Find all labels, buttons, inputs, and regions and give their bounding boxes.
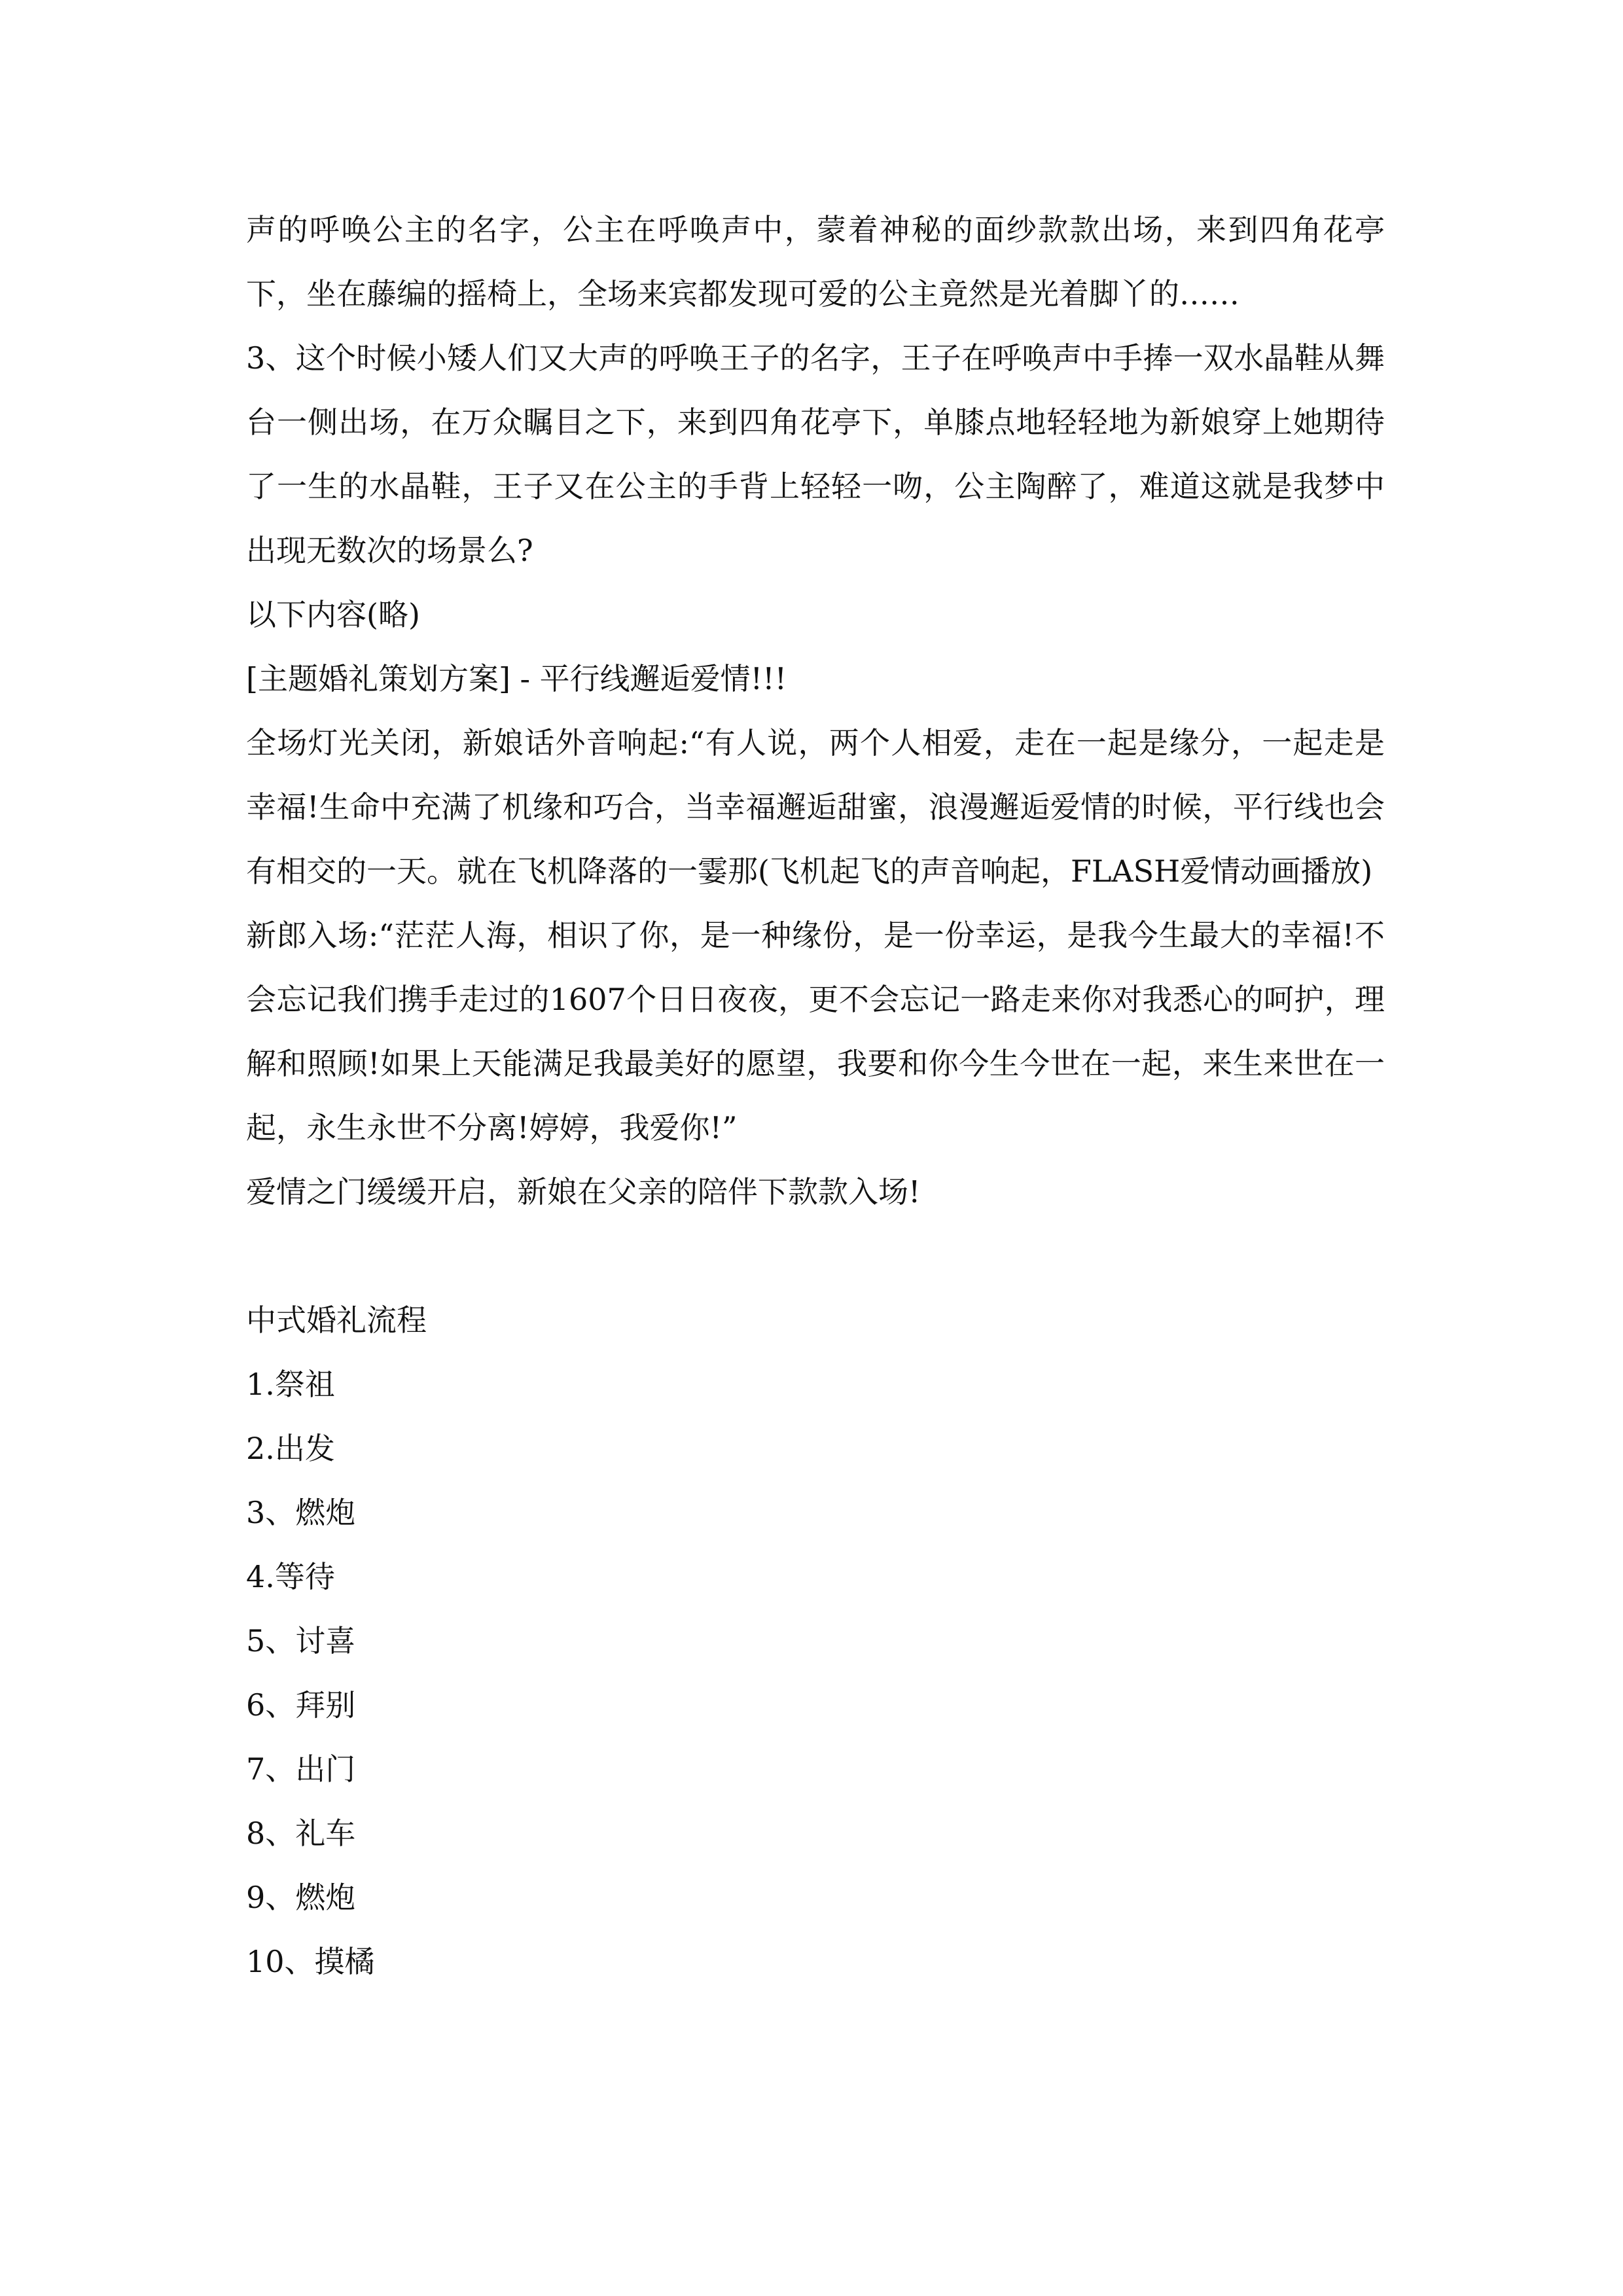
paragraph-omitted-note: 以下内容(略) [246, 597, 420, 632]
document-body [246, 198, 1385, 1994]
list-item: 5、讨喜 [246, 1623, 356, 1659]
list-item: 6、拜别 [246, 1687, 356, 1723]
paragraph-groom-entrance: 新郎入场:“茫茫人海，相识了你，是一种缘份，是一份幸运，是我今生最大的幸福!不会忘记我们携手走过的1607个日日夜夜，更不会忘记一路走来你对我悉心的呵护，理解和照顾!如果上天能满足我最美好的愿望，我要和你今生今世在一起，来生来世在一起，永生永世不分离!婷婷，我爱你!” [246, 918, 1385, 1145]
list-item: 10、摸橘 [246, 1944, 375, 1979]
list-item: 3、燃炮 [246, 1495, 356, 1530]
list-item: 7、出门 [246, 1751, 356, 1787]
paragraph-theme-heading: [主题婚礼策划方案] - 平行线邂逅爱情!!! [246, 661, 787, 696]
list-item: 2.出发 [246, 1431, 335, 1466]
paragraph-door-opens: 爱情之门缓缓开启，新娘在父亲的陪伴下款款入场! [246, 1174, 921, 1210]
paragraph-princess-entrance: 声的呼唤公主的名字，公主在呼唤声中，蒙着神秘的面纱款款出场，来到四角花亭下，坐在藤编的摇椅上，全场来宾都发现可爱的公主竟然是光着脚丫的…… [246, 212, 1385, 312]
blank-line [246, 1224, 1385, 1288]
list-item: 9、燃炮 [246, 1880, 356, 1915]
paragraph-prince-crystal-shoe: 3、这个时候小矮人们又大声的呼唤王子的名字，王子在呼唤声中手捧一双水晶鞋从舞台一侧出场，在万众瞩目之下，来到四角花亭下，单膝点地轻轻地为新娘穿上她期待了一生的水晶鞋，王子又在公主的手背上轻轻一吻，公主陶醉了，难道这就是我梦中出现无数次的场景么? [246, 340, 1385, 568]
list-item: 1.祭祖 [246, 1367, 335, 1402]
paragraph-bride-voiceover: 全场灯光关闭，新娘话外音响起:“有人说，两个人相爱，走在一起是缘分，一起走是幸福!生命中充满了机缘和巧合，当幸福邂逅甜蜜，浪漫邂逅爱情的时候，平行线也会有相交的一天。就在飞机降落的一霎那(飞机起飞的声音响起，FLASH爱情动画播放) [246, 725, 1385, 889]
list-item: 4.等待 [246, 1559, 335, 1594]
list-item: 8、礼车 [246, 1816, 356, 1851]
section-title: 中式婚礼流程 [246, 1302, 427, 1338]
